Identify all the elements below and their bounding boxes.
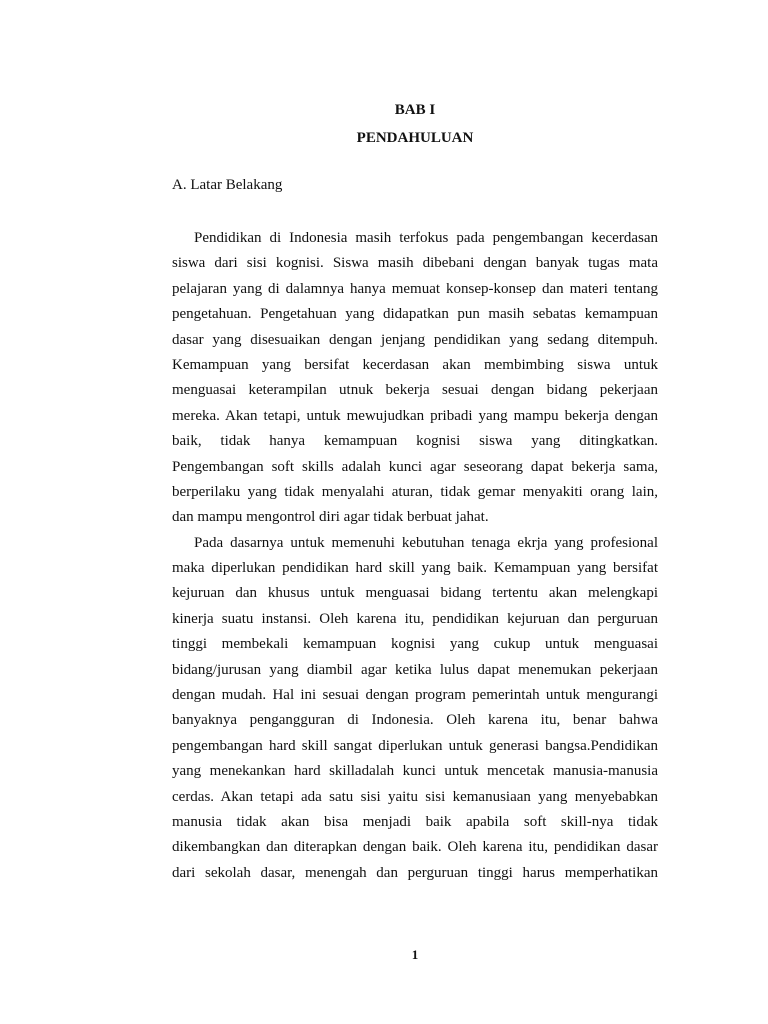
paragraph-line: menguasai keterampilan utnuk bekerja sesuai dengan bidang pekerjaan xyxy=(172,382,658,399)
section-heading: A. Latar Belakang xyxy=(172,177,283,193)
chapter-title: PENDAHULUAN xyxy=(356,130,474,146)
chapter-label: BAB I xyxy=(394,102,436,118)
paragraph-line: dan mampu mengontrol diri agar tidak berbuat jahat. xyxy=(172,509,489,526)
paragraph-line: berperilaku yang tidak menyalahi aturan, tidak gemar menyakiti orang lain, xyxy=(172,483,658,500)
paragraph-line: manusia tidak akan bisa menjadi baik apabila soft skill-nya tidak xyxy=(172,813,658,830)
paragraph-line: Pendidikan di Indonesia masih terfokus pada pengembangan kecerdasan xyxy=(194,230,658,246)
paragraph-line: dasar yang disesuaikan dengan jenjang pendidikan yang sedang ditempuh. xyxy=(172,331,658,348)
paragraph-line: dengan mudah. Hal ini sesuai dengan program pemerintah untuk mengurangi xyxy=(172,687,658,704)
paragraph-line: pelajaran yang di dalamnya hanya memuat konsep-konsep dan materi tentang xyxy=(172,280,658,297)
paragraph-line: yang menekankan hard skilladalah kunci untuk mencetak manusia-manusia xyxy=(172,763,658,780)
paragraph-line: pengembangan hard skill sangat diperlukan untuk generasi bangsa.Pendidikan xyxy=(172,737,658,754)
paragraph-line: dari sekolah dasar, menengah dan perguruan tinggi harus memperhatikan xyxy=(172,864,658,881)
paragraph-line: Pada dasarnya untuk memenuhi kebutuhan tenaga ekrja yang profesional xyxy=(194,534,658,551)
paragraph-line: cerdas. Akan tetapi ada satu sisi yaitu sisi kemanusiaan yang menyebabkan xyxy=(172,788,658,805)
paragraph xyxy=(172,226,658,531)
paragraph-line: kejuruan dan khusus untuk menguasai bidang tertentu akan melengkapi xyxy=(172,585,658,602)
paragraph-line: bidang/jurusan yang diambil agar ketika lulus dapat menemukan pekerjaan xyxy=(172,661,658,678)
paragraph-line: maka diperlukan pendidikan hard skill yang baik. Kemampuan yang bersifat xyxy=(172,560,658,577)
paragraph-line: siswa dari sisi kognisi. Siswa masih dibebani dengan banyak tugas mata xyxy=(172,255,658,272)
paragraph-line: Pengembangan soft skills adalah kunci agar seseorang dapat bekerja sama, xyxy=(172,458,658,475)
paragraph-line: banyaknya pengangguran di Indonesia. Oleh karena itu, benar bahwa xyxy=(172,712,658,729)
paragraph-line: baik, tidak hanya kemampuan kognisi siswa yang ditingkatkan. xyxy=(172,433,658,450)
paragraph-line: pengetahuan. Pengetahuan yang didapatkan pun masih sebatas kemampuan xyxy=(172,306,658,323)
page-number: 1 xyxy=(411,947,419,962)
paragraph-line: Kemampuan yang bersifat kecerdasan akan membimbing siswa untuk xyxy=(172,356,658,373)
paragraph-line: mereka. Akan tetapi, untuk mewujudkan pribadi yang mampu bekerja dengan xyxy=(172,407,658,424)
paragraph-line: tinggi membekali kemampuan kognisi yang cukup untuk menguasai xyxy=(172,636,658,653)
paragraph-line: dikembangkan dan diterapkan dengan baik. Oleh karena itu, pendidikan dasar xyxy=(172,839,658,856)
paragraph xyxy=(172,531,658,886)
paragraph-line: kinerja suatu instansi. Oleh karena itu, pendidikan kejuruan dan perguruan xyxy=(172,610,658,627)
body-text xyxy=(172,226,658,886)
